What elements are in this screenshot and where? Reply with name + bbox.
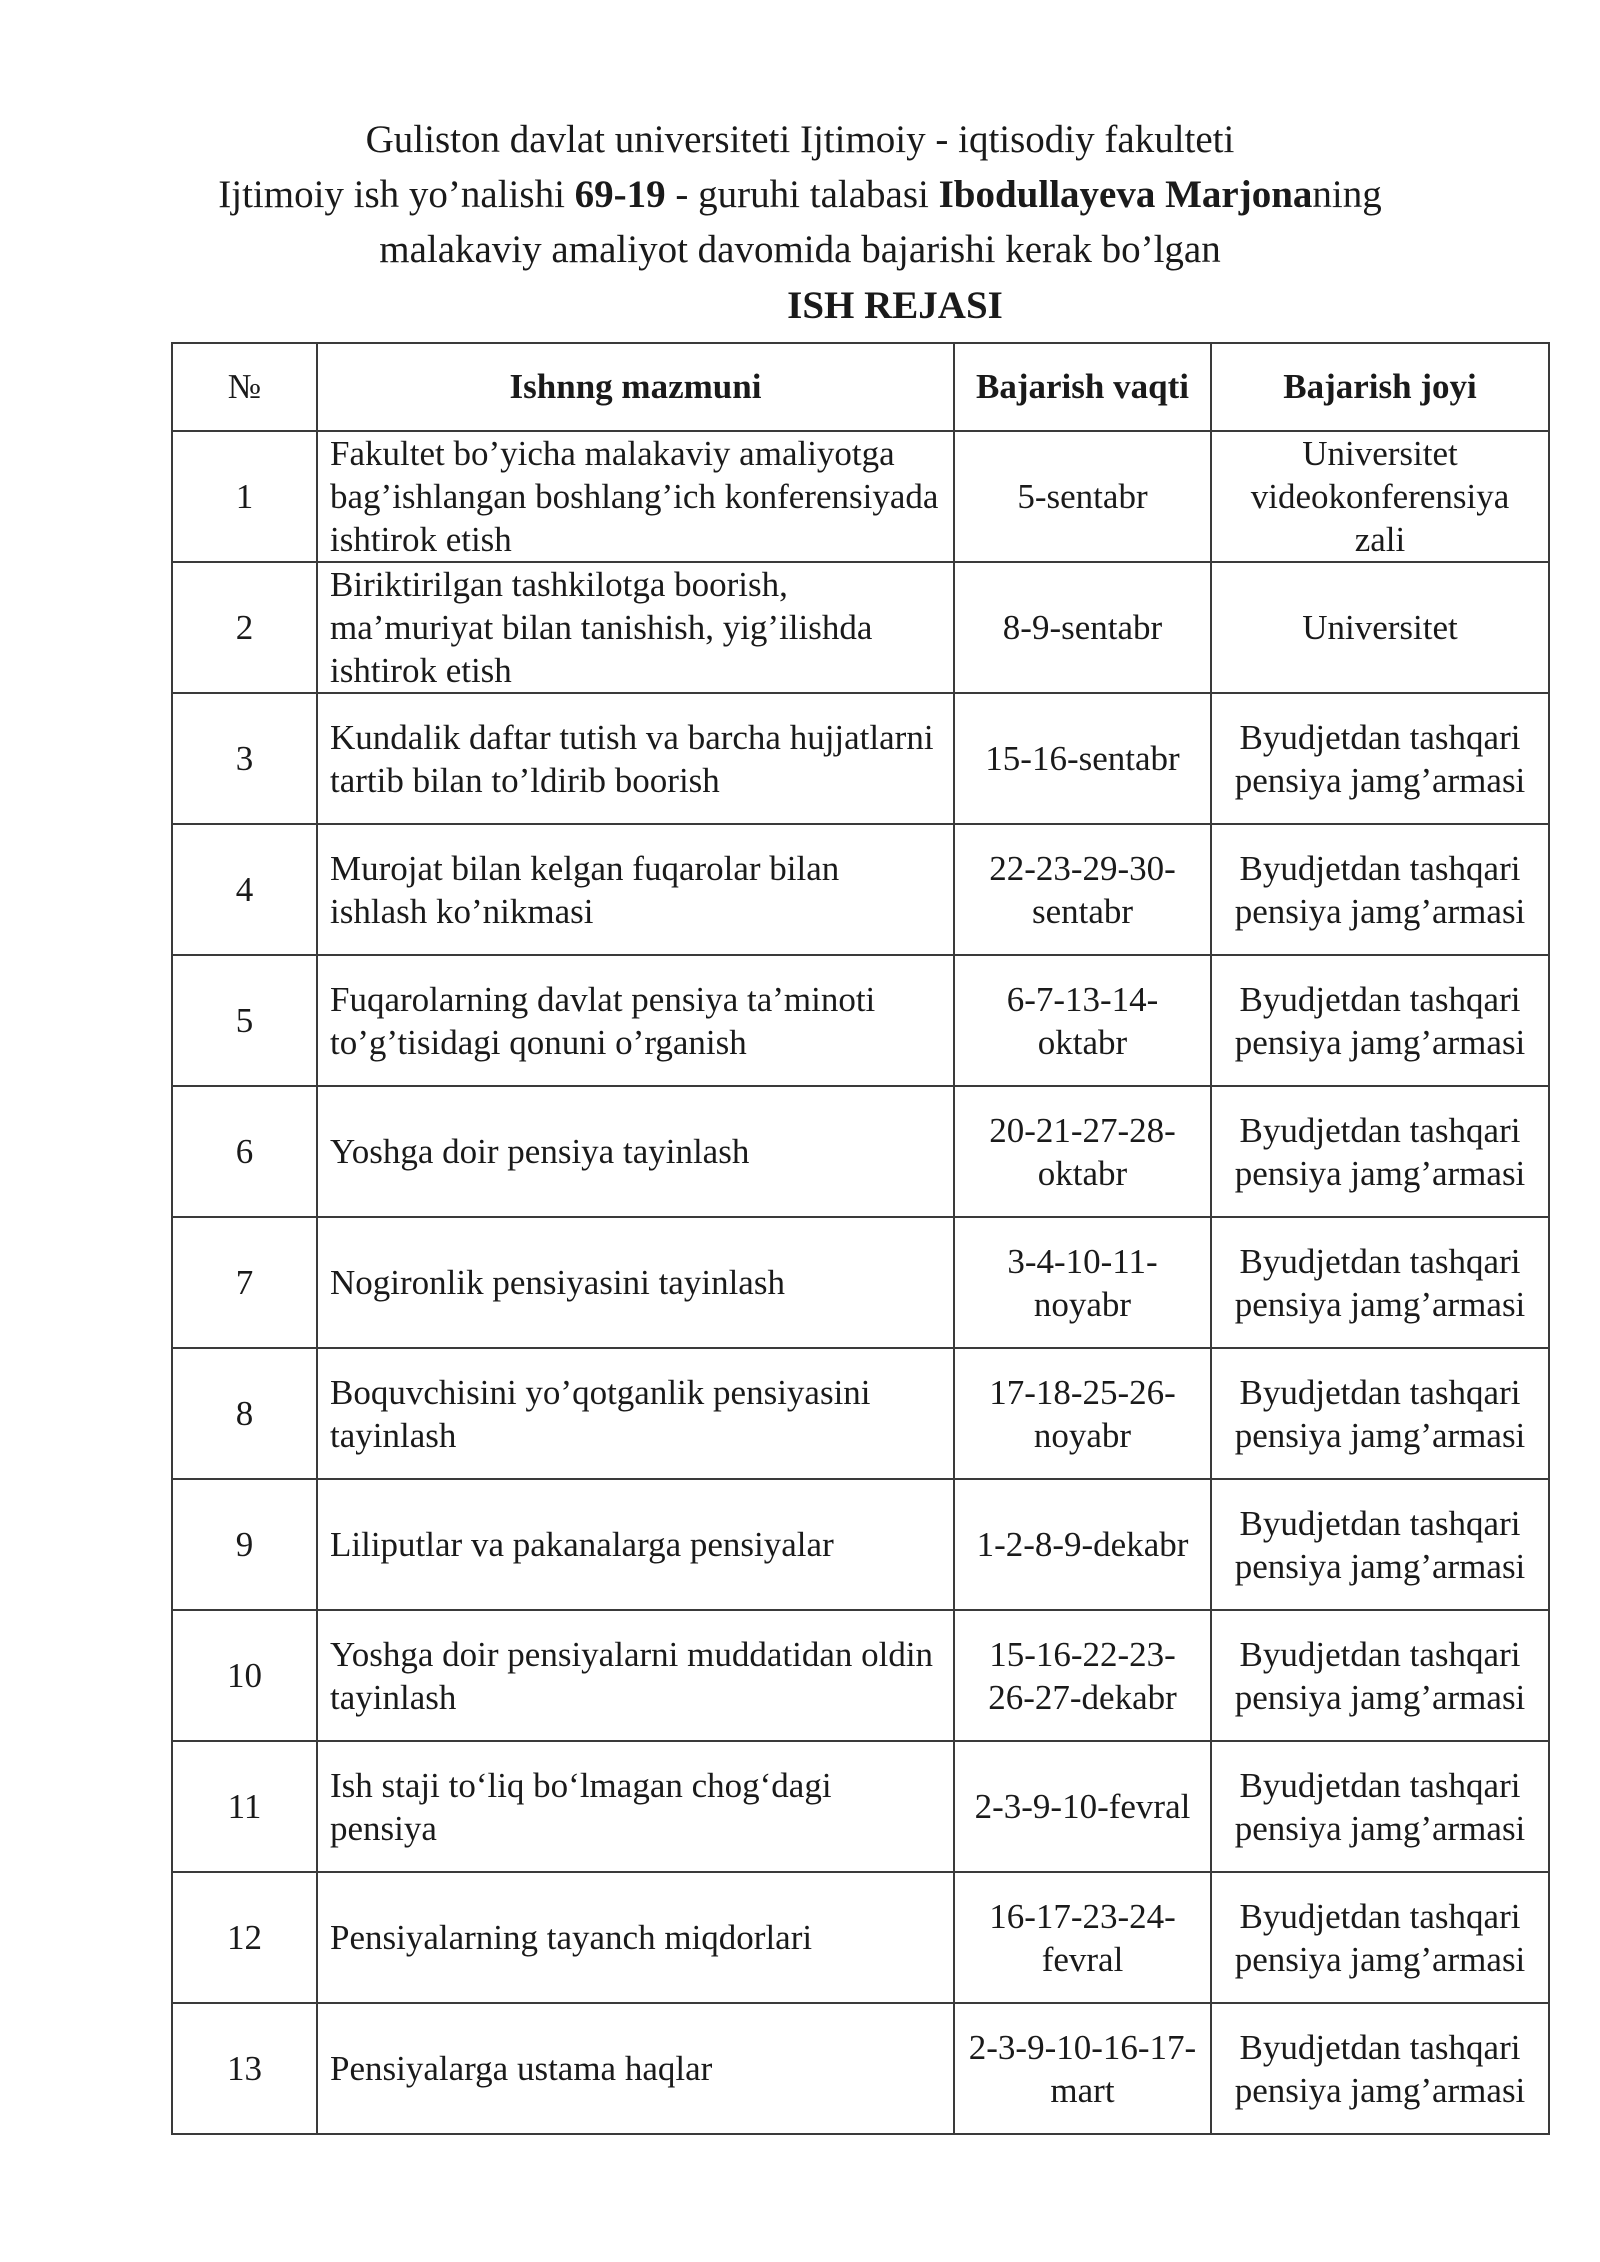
row-number: 1 <box>172 431 317 562</box>
table-row <box>172 1872 1549 2003</box>
row-place: Byudjetdan tashqari pensiya jamg’armasi <box>1211 1741 1549 1872</box>
table-row <box>172 1741 1549 1872</box>
row-content: Yoshga doir pensiyalarni muddatidan oldin tayinlash <box>317 1610 954 1741</box>
work-plan-table <box>171 342 1550 2135</box>
row-number: 10 <box>172 1610 317 1741</box>
table-row <box>172 1610 1549 1741</box>
table-row <box>172 1086 1549 1217</box>
column-header-number: № <box>172 343 317 431</box>
row-content: Fakultet bo’yicha malakaviy amaliyotga bag’ishlangan boshlang’ich konferensiyada ishtirok etish <box>317 431 954 562</box>
column-header-content: Ishnng mazmuni <box>317 343 954 431</box>
header-line-2-suffix: ning <box>1312 173 1382 216</box>
table-body <box>172 431 1549 2134</box>
row-content: Murojat bilan kelgan fuqarolar bilan ishlash ko’nikmasi <box>317 824 954 955</box>
table-row <box>172 1217 1549 1348</box>
row-time: 17-18-25-26-noyabr <box>954 1348 1211 1479</box>
row-time: 2-3-9-10-16-17-mart <box>954 2003 1211 2134</box>
row-time: 8-9-sentabr <box>954 562 1211 693</box>
table-header-row <box>172 343 1549 431</box>
row-place: Byudjetdan tashqari pensiya jamg’armasi <box>1211 824 1549 955</box>
row-place: Byudjetdan tashqari pensiya jamg’armasi <box>1211 1086 1549 1217</box>
header-line-3: malakaviy amaliyot davomida bajarishi kerak bo’lgan <box>379 228 1221 271</box>
table-row <box>172 2003 1549 2134</box>
header-line-2 <box>0 167 1600 222</box>
table-row <box>172 955 1549 1086</box>
row-content: Biriktirilgan tashkilotga boorish, ma’muriyat bilan tanishish, yig’ilishda ishtirok etish <box>317 562 954 693</box>
row-content: Ish staji to‘liq bo‘lmagan chog‘dagi pensiya <box>317 1741 954 1872</box>
table-row <box>172 1348 1549 1479</box>
row-number: 4 <box>172 824 317 955</box>
document-header <box>0 112 1600 277</box>
row-number: 6 <box>172 1086 317 1217</box>
row-number: 8 <box>172 1348 317 1479</box>
document-title: ISH REJASI <box>787 284 1003 327</box>
row-content: Pensiyalarning tayanch miqdorlari <box>317 1872 954 2003</box>
row-time: 15-16-22-23-26-27-dekabr <box>954 1610 1211 1741</box>
row-place: Universitet videokonferensiya zali <box>1211 431 1549 562</box>
row-number: 3 <box>172 693 317 824</box>
table-row <box>172 693 1549 824</box>
row-place: Byudjetdan tashqari pensiya jamg’armasi <box>1211 955 1549 1086</box>
row-place: Byudjetdan tashqari pensiya jamg’armasi <box>1211 693 1549 824</box>
column-header-place: Bajarish joyi <box>1211 343 1549 431</box>
table-row <box>172 1479 1549 1610</box>
row-number: 9 <box>172 1479 317 1610</box>
row-content: Nogironlik pensiyasini tayinlash <box>317 1217 954 1348</box>
row-time: 3-4-10-11-noyabr <box>954 1217 1211 1348</box>
row-content: Yoshga doir pensiya tayinlash <box>317 1086 954 1217</box>
header-line-2-mid: - guruhi talabasi <box>665 173 939 216</box>
row-content: Liliputlar va pakanalarga pensiyalar <box>317 1479 954 1610</box>
column-header-time: Bajarish vaqti <box>954 343 1211 431</box>
row-number: 5 <box>172 955 317 1086</box>
row-number: 12 <box>172 1872 317 2003</box>
group-number: 69-19 <box>574 173 666 216</box>
row-place: Universitet <box>1211 562 1549 693</box>
row-place: Byudjetdan tashqari pensiya jamg’armasi <box>1211 2003 1549 2134</box>
row-content: Boquvchisini yo’qotganlik pensiyasini tayinlash <box>317 1348 954 1479</box>
header-line-1: Guliston davlat universiteti Ijtimoiy - iqtisodiy fakulteti <box>365 118 1235 161</box>
row-time: 15-16-sentabr <box>954 693 1211 824</box>
row-number: 13 <box>172 2003 317 2134</box>
row-place: Byudjetdan tashqari pensiya jamg’armasi <box>1211 1479 1549 1610</box>
row-number: 11 <box>172 1741 317 1872</box>
row-content: Pensiyalarga ustama haqlar <box>317 2003 954 2134</box>
row-place: Byudjetdan tashqari pensiya jamg’armasi <box>1211 1872 1549 2003</box>
row-number: 2 <box>172 562 317 693</box>
student-name: Ibodullayeva Marjona <box>938 173 1313 216</box>
row-time: 5-sentabr <box>954 431 1211 562</box>
row-time: 20-21-27-28-oktabr <box>954 1086 1211 1217</box>
row-number: 7 <box>172 1217 317 1348</box>
row-place: Byudjetdan tashqari pensiya jamg’armasi <box>1211 1348 1549 1479</box>
row-place: Byudjetdan tashqari pensiya jamg’armasi <box>1211 1217 1549 1348</box>
row-time: 22-23-29-30-sentabr <box>954 824 1211 955</box>
row-time: 2-3-9-10-fevral <box>954 1741 1211 1872</box>
row-time: 6-7-13-14-oktabr <box>954 955 1211 1086</box>
table-row <box>172 431 1549 562</box>
row-content: Fuqarolarning davlat pensiya ta’minoti to’g’tisidagi qonuni o’rganish <box>317 955 954 1086</box>
row-time: 1-2-8-9-dekabr <box>954 1479 1211 1610</box>
table-row <box>172 562 1549 693</box>
row-content: Kundalik daftar tutish va barcha hujjatlarni tartib bilan to’ldirib boorish <box>317 693 954 824</box>
header-line-2-prefix: Ijtimoiy ish yo’nalishi <box>218 173 575 216</box>
row-place: Byudjetdan tashqari pensiya jamg’armasi <box>1211 1610 1549 1741</box>
table-row <box>172 824 1549 955</box>
row-time: 16-17-23-24-fevral <box>954 1872 1211 2003</box>
